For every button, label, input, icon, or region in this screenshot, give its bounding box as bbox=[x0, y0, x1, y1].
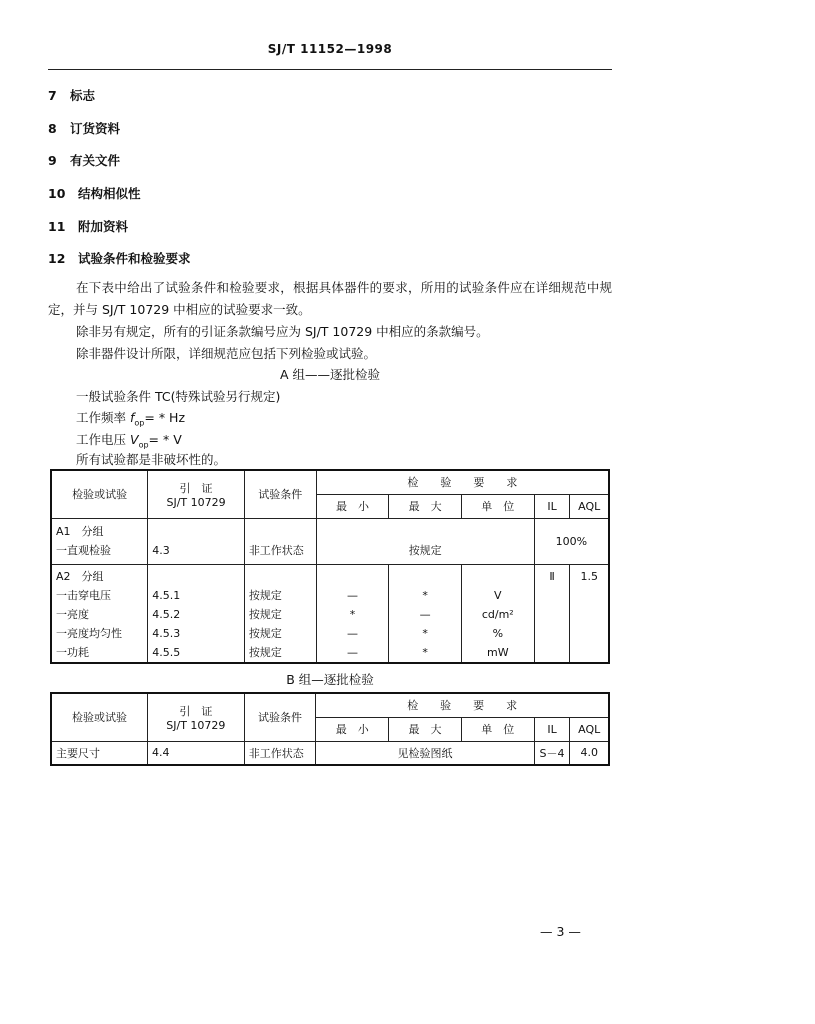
operating-voltage bbox=[76, 430, 182, 450]
table-row-a2 bbox=[51, 564, 609, 663]
header-requirements: 检 验 要 求 bbox=[316, 693, 609, 717]
a2-item: 一亮度 bbox=[56, 607, 89, 621]
header-ref-std: SJ/T 10729 bbox=[166, 718, 226, 732]
a2-unit-value: cd/m² bbox=[481, 607, 514, 621]
a1-ref-value: 4.3 bbox=[152, 544, 170, 557]
a2-max bbox=[389, 564, 462, 663]
a2-group: A2 分组 bbox=[56, 569, 104, 583]
b-req: 见检验图纸 bbox=[316, 741, 534, 765]
group-a-title: A 组——逐批检验 bbox=[279, 367, 381, 382]
a1-req bbox=[316, 518, 534, 564]
a2-unit-value: mW bbox=[487, 645, 509, 659]
operating-frequency bbox=[76, 408, 185, 428]
volt-subscript: op bbox=[138, 440, 149, 450]
scope-paragraph: 除非器件设计所限，详细规范应包括下列检验或试验。 bbox=[76, 346, 377, 361]
intro-paragraph: 在下表中给出了试验条件和检验要求，根据具体器件的要求，所用的试验条件应在详细规范中规定，并与 SJ/T 10729 中相应的试验要求一致。 bbox=[48, 280, 612, 317]
a2-unit-value: V bbox=[494, 588, 502, 602]
a2-ref-value: 4.5.3 bbox=[152, 626, 181, 640]
a2-ref-value: 4.5.1 bbox=[152, 588, 181, 602]
freq-label: 工作频率 bbox=[76, 410, 127, 425]
section-8 bbox=[48, 119, 120, 137]
a1-req-value: 按规定 bbox=[408, 544, 442, 557]
header-requirements: 检 验 要 求 bbox=[316, 470, 609, 494]
a2-item: 一功耗 bbox=[56, 645, 89, 659]
header-ref-label: 引 证 bbox=[179, 481, 213, 495]
b-item: 主要尺寸 bbox=[51, 741, 148, 765]
header-il: IL bbox=[534, 717, 570, 741]
a2-unit bbox=[461, 564, 534, 663]
volt-symbol: V bbox=[130, 432, 139, 447]
a2-cond-value: 按规定 bbox=[248, 607, 282, 621]
section-number: 12 bbox=[48, 251, 66, 266]
a2-cond-value: 按规定 bbox=[248, 626, 282, 640]
section-number: 8 bbox=[48, 121, 57, 136]
section-10 bbox=[48, 184, 141, 202]
a2-max-value: * bbox=[422, 588, 428, 602]
section-11 bbox=[48, 217, 128, 235]
header-test: 检验或试验 bbox=[51, 470, 148, 518]
a2-cond-value: 按规定 bbox=[248, 645, 282, 659]
a2-max-value: * bbox=[422, 626, 428, 640]
a2-item: 一击穿电压 bbox=[56, 588, 111, 602]
a1-group: A1 分组 bbox=[56, 525, 104, 538]
header-min: 最 小 bbox=[316, 494, 389, 518]
section-number: 11 bbox=[48, 219, 66, 234]
section-9 bbox=[48, 151, 120, 169]
header-ref-label: 引 证 bbox=[179, 704, 213, 718]
header-il: IL bbox=[534, 494, 570, 518]
section-number: 7 bbox=[48, 88, 57, 103]
header-max: 最 大 bbox=[389, 717, 462, 741]
volt-value: = * V bbox=[148, 432, 182, 447]
header-test: 检验或试验 bbox=[51, 693, 148, 741]
a2-max-value: * bbox=[422, 645, 428, 659]
header-reference bbox=[148, 470, 245, 518]
general-test-condition: 一般试验条件 TC(特殊试验另行规定) bbox=[76, 389, 281, 404]
b-ref: 4.4 bbox=[148, 741, 245, 765]
section-number: 9 bbox=[48, 153, 57, 168]
section-12 bbox=[48, 249, 191, 267]
table-header-row bbox=[51, 693, 609, 717]
a2-cond bbox=[244, 564, 316, 663]
table-row-b bbox=[51, 741, 609, 765]
a2-min-value: * bbox=[349, 607, 356, 621]
a2-min-value: — bbox=[347, 626, 359, 640]
header-min: 最 小 bbox=[316, 717, 389, 741]
group-b-table bbox=[50, 692, 610, 766]
a2-item: 一亮度均匀性 bbox=[56, 626, 122, 640]
a2-min-value: — bbox=[347, 645, 359, 659]
section-title: 订货资料 bbox=[70, 121, 121, 136]
header-ref-std: SJ/T 10729 bbox=[166, 495, 226, 509]
a2-unit-value: % bbox=[492, 626, 504, 640]
standard-code-header: SJ/T 11152—1998 bbox=[267, 42, 393, 56]
section-title: 附加资料 bbox=[78, 219, 129, 234]
group-a-table bbox=[50, 469, 610, 664]
a2-min-value: — bbox=[347, 588, 359, 602]
a2-max-value: — bbox=[419, 607, 431, 621]
volt-label: 工作电压 bbox=[76, 432, 127, 447]
b-aql: 4.0 bbox=[570, 741, 609, 765]
section-number: 10 bbox=[48, 186, 66, 201]
b-cond: 非工作状态 bbox=[244, 741, 316, 765]
a2-ref-value: 4.5.2 bbox=[152, 607, 181, 621]
a2-min bbox=[316, 564, 389, 663]
reference-paragraph: 除非另有规定，所有的引证条款编号应为 SJ/T 10729 中相应的条款编号。 bbox=[76, 324, 489, 339]
a1-ref bbox=[148, 518, 245, 564]
group-b-title: B 组—逐批检验 bbox=[286, 672, 374, 687]
a1-cond bbox=[244, 518, 316, 564]
table-row-a1 bbox=[51, 518, 609, 564]
header-unit: 单 位 bbox=[461, 494, 534, 518]
section-title: 有关文件 bbox=[70, 153, 121, 168]
a2-ref bbox=[148, 564, 245, 663]
header-condition: 试验条件 bbox=[244, 693, 316, 741]
header-unit: 单 位 bbox=[461, 717, 534, 741]
page-number: — 3 — bbox=[540, 924, 581, 939]
header-condition: 试验条件 bbox=[244, 470, 316, 518]
a2-test bbox=[51, 564, 148, 663]
b-il: S－4 bbox=[534, 741, 570, 765]
header-rule bbox=[48, 69, 612, 70]
a1-aql: 100% bbox=[534, 518, 609, 564]
section-title: 试验条件和检验要求 bbox=[78, 251, 191, 266]
freq-subscript: op bbox=[134, 418, 145, 428]
freq-value: = * Hz bbox=[144, 410, 186, 425]
section-title: 标志 bbox=[70, 88, 96, 103]
header-aql: AQL bbox=[570, 717, 609, 741]
a2-aql-value: 1.5 bbox=[580, 569, 598, 583]
a2-aql bbox=[570, 564, 609, 663]
a2-il-value: Ⅱ bbox=[549, 569, 555, 583]
non-destructive-note: 所有试验都是非破坏性的。 bbox=[76, 452, 227, 467]
a2-ref-value: 4.5.5 bbox=[152, 645, 181, 659]
a1-test bbox=[51, 518, 148, 564]
header-reference bbox=[148, 693, 245, 741]
a1-item: 一直观检验 bbox=[56, 544, 111, 557]
a2-il bbox=[534, 564, 570, 663]
header-aql: AQL bbox=[570, 494, 609, 518]
table-header-row bbox=[51, 470, 609, 494]
a2-cond-value: 按规定 bbox=[248, 588, 282, 602]
a1-cond-value: 非工作状态 bbox=[248, 544, 304, 557]
section-7 bbox=[48, 86, 95, 104]
section-title: 结构相似性 bbox=[78, 186, 141, 201]
freq-symbol: f bbox=[130, 410, 135, 425]
header-max: 最 大 bbox=[389, 494, 462, 518]
